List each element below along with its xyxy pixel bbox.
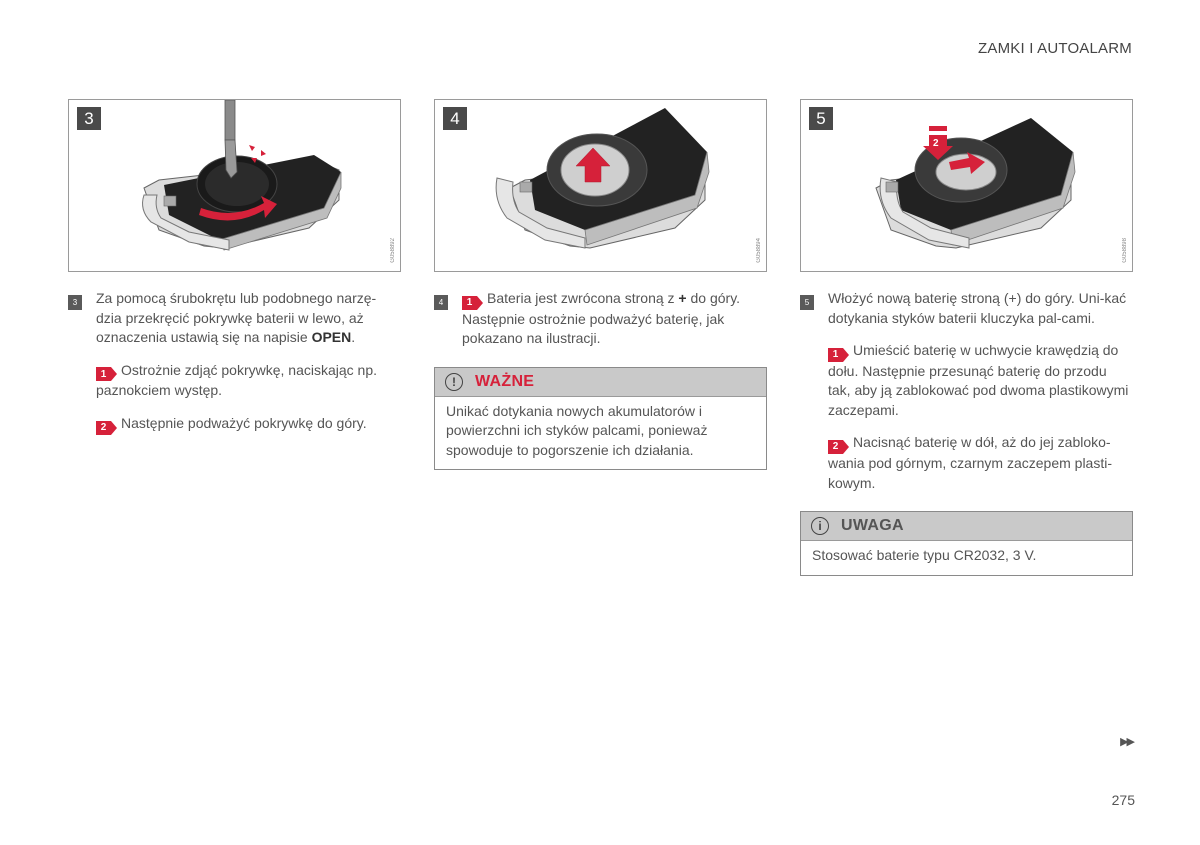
marker-arrow bbox=[111, 421, 117, 435]
column-step-5 bbox=[800, 99, 1133, 576]
step-text: Bateria jest zwrócona stroną z bbox=[487, 290, 679, 306]
warning-icon: ! bbox=[445, 373, 463, 391]
marker-arrow bbox=[477, 296, 483, 310]
substep-2 bbox=[800, 433, 1133, 493]
important-title: WAŻNE bbox=[475, 372, 535, 390]
step-text-end: . bbox=[351, 329, 356, 345]
note-title: UWAGA bbox=[841, 517, 904, 534]
substep-1 bbox=[68, 361, 401, 401]
marker-number: 1 bbox=[828, 348, 843, 362]
marker-2-icon bbox=[96, 421, 117, 435]
chapter-title: ZAMKI I AUTOALARM bbox=[978, 40, 1132, 57]
svg-text:2: 2 bbox=[933, 138, 939, 149]
figure-code: G058894 bbox=[756, 238, 762, 263]
key-fob-screwdriver-illustration bbox=[69, 100, 400, 271]
figure-3 bbox=[68, 99, 401, 272]
next-page-icon: ▶▶ bbox=[1120, 736, 1133, 748]
important-text: Unikać dotykania nowych akumulatorów i powierzchni ich styków palcami, ponieważ spowoduje to pogorszenie ich działania. bbox=[446, 402, 708, 458]
marker-arrow bbox=[843, 348, 849, 362]
note-box-header bbox=[801, 512, 1132, 541]
column-step-4 bbox=[434, 99, 767, 470]
step-number: 4 bbox=[434, 295, 448, 310]
step-text-part: Za pomocą śrubokrętu lub podobnego narzę-dzia przekręcić pokrywkę baterii w lewo, aż oznaczenia ustawią się na napisie bbox=[96, 290, 377, 345]
step-3 bbox=[68, 289, 401, 348]
key-fob-battery-insert-illustration bbox=[801, 100, 1132, 271]
step-number: 3 bbox=[68, 295, 82, 310]
step-text-end: do góry. Następnie ostrożnie podważyć baterię, jak pokazano na ilustracji. bbox=[462, 290, 741, 347]
marker-2-icon bbox=[828, 440, 849, 454]
marker-number: 1 bbox=[96, 367, 111, 381]
substep-2 bbox=[68, 414, 401, 435]
open-label: OPEN bbox=[311, 329, 352, 345]
important-box-header bbox=[435, 368, 766, 397]
note-text: Stosować baterie typu CR2032, 3 V. bbox=[812, 547, 1037, 563]
marker-1-icon bbox=[828, 348, 849, 362]
substep-text: Umieścić baterię w uchwycie krawędzią do dołu. Następnie przesunąć baterię do przodu tak, aby ją zablokować pod dwoma plastikowymi zaczepami. bbox=[828, 342, 1129, 418]
column-step-3 bbox=[68, 99, 401, 435]
substep-text: Ostrożnie zdjąć pokrywkę, naciskając np. paznokciem występ. bbox=[96, 361, 377, 399]
marker-arrow bbox=[843, 440, 849, 454]
figure-number: 4 bbox=[443, 107, 467, 130]
note-box bbox=[800, 511, 1133, 576]
figure-code: G058898 bbox=[1122, 238, 1128, 263]
substep-1 bbox=[800, 341, 1133, 420]
step-4 bbox=[434, 289, 767, 349]
marker-number: 2 bbox=[96, 421, 111, 435]
key-fob-battery-lift-illustration bbox=[435, 100, 766, 271]
page-number: 275 bbox=[1111, 792, 1135, 808]
marker-1-icon bbox=[462, 296, 483, 310]
marker-number: 2 bbox=[828, 440, 843, 454]
plus-sign: + bbox=[678, 290, 687, 306]
figure-code: G058892 bbox=[390, 238, 396, 263]
figure-number: 3 bbox=[77, 107, 101, 130]
step-number: 5 bbox=[800, 295, 814, 310]
marker-arrow bbox=[111, 367, 117, 381]
marker-number: 1 bbox=[462, 296, 477, 310]
important-box bbox=[434, 367, 767, 471]
figure-4 bbox=[434, 99, 767, 272]
step-text: Włożyć nową baterię stroną (+) do góry. Uni-kać dotykania styków baterii kluczyka pal-cami. bbox=[828, 290, 1127, 326]
step-text bbox=[96, 290, 376, 345]
step-5 bbox=[800, 289, 1133, 328]
info-icon: i bbox=[811, 517, 829, 535]
substep-text: Nacisnąć baterię w dół, aż do jej zabloko-wania pod górnym, czarnym zaczepem plasti-kowym. bbox=[828, 434, 1113, 491]
figure-5 bbox=[800, 99, 1133, 272]
substep-text: Następnie podważyć pokrywkę do góry. bbox=[121, 414, 367, 431]
marker-1-icon bbox=[96, 367, 117, 381]
figure-number: 5 bbox=[809, 107, 833, 130]
